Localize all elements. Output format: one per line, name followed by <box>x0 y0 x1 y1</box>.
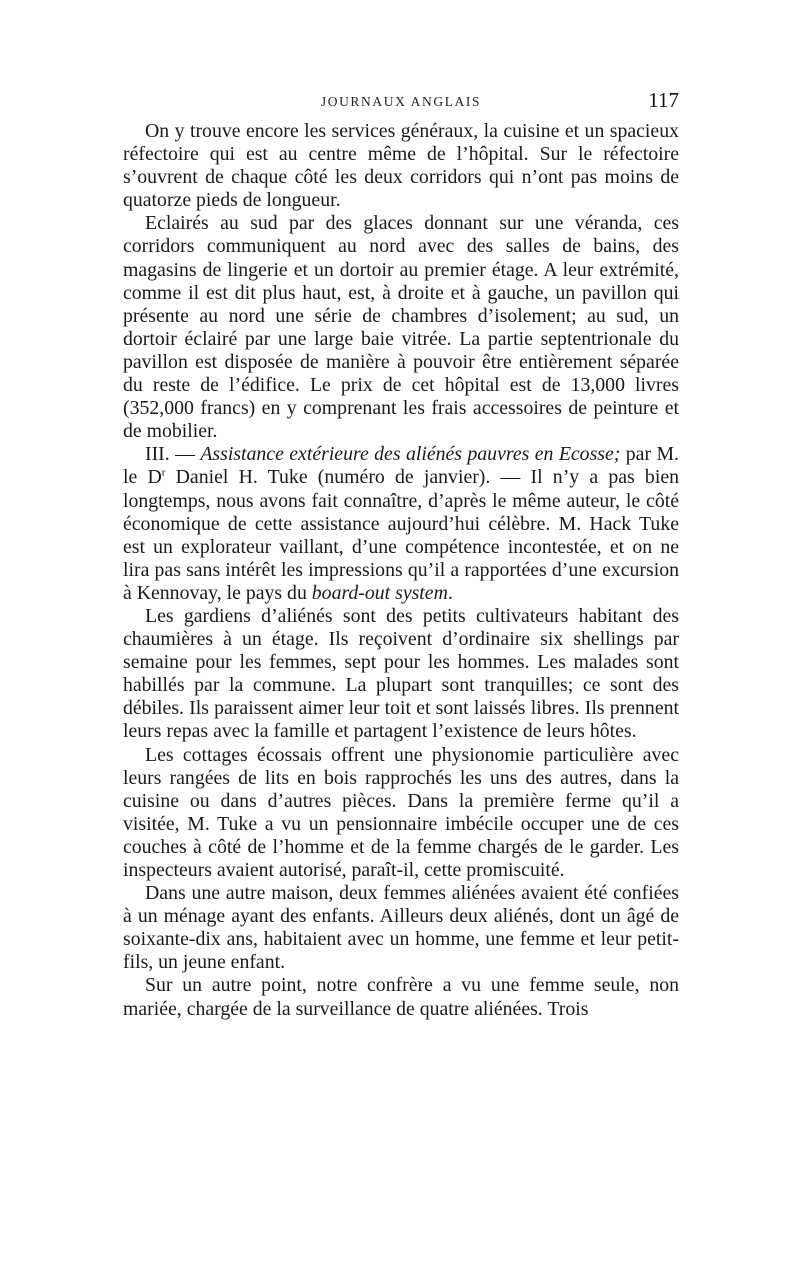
body-text <box>123 120 679 1021</box>
paragraph-corridors: Eclairés au sud par des glaces donnant sur une véranda, ces corridors communiquent au nord avec des salles de bains, des magasins de lingerie et un dortoir au premier étage. A leur extrémité, comme il est dit plus haut, est, à droite et à gauche, un pavillon qui présente au nord une série de chambres d’isolement; au sud, un dortoir éclairé par une large baie vitrée. La partie septentrionale du pavillon est disposée de manière à pouvoir être entièrement séparée du reste de l’édifice. Le prix de cet hôpital est de 13,000 livres (352,000 francs) en y comprenant les frais accessoires de peinture et de mobilier. <box>123 212 679 443</box>
running-head <box>123 88 679 120</box>
section-author-text: par M. le D <box>123 443 679 489</box>
section-numeral: III. — <box>145 443 201 466</box>
paragraph-services: On y trouve encore les services généraux, la cuisine et un spacieux réfectoire qui est au centre même de l’hôpital. Sur le réfectoire s’ouvrent de chaque côté les deux corridors qui n’ont pas moins de quatorze pieds de longueur. <box>123 120 679 212</box>
paragraph-autre-maison: Dans une autre maison, deux femmes aliénées avaient été confiées à un ménage ayant des enfants. Ailleurs deux aliénés, dont un âgé de soixante-dix ans, habitaient avec un homme, une femme et leur petit-fils, un jeune enfant. <box>123 882 679 974</box>
section-body-text: Daniel H. Tuke (numéro de janvier). — Il n’y a pas bien longtemps, nous avons fait connaître, d’après le même auteur, le côté économique de cette assistance aujourd’hui célèbre. M. Hack Tuke est un explorateur vaillant, d’une compétence incontestée, et on ne lira pas sans intérêt les impressions qu’il a rapportées d’une excursion à Kennovay, le pays du <box>123 466 679 604</box>
paragraph-section-iii <box>123 443 679 605</box>
paragraph-cottages: Les cottages écossais offrent une physionomie particulière avec leurs rangées de lits en bois rapprochés les uns des autres, dans la cuisine ou dans d’autres pièces. Dans la première ferme qu’il a visitée, M. Tuke a vu un pensionnaire imbécile occuper une de ces couches à côté de l’homme et de la femme chargés de le garder. Les inspecteurs avaient autorisé, paraît-il, cette promiscuité. <box>123 743 679 881</box>
page-number: 117 <box>648 88 679 112</box>
book-page <box>123 88 679 1021</box>
paragraph-autre-point: Sur un autre point, notre confrère a vu une femme seule, non mariée, chargée de la surveillance de quatre aliénées. Trois <box>123 974 679 1020</box>
section-end-punct: . <box>447 581 453 604</box>
doctor-superscript: r <box>161 466 166 479</box>
section-title: Assistance extérieure des aliénés pauvres en Ecosse; <box>200 443 621 466</box>
board-out-system-term: board-out system <box>311 581 448 604</box>
running-title: JOURNAUX ANGLAIS <box>320 94 482 109</box>
paragraph-gardiens: Les gardiens d’aliénés sont des petits cultivateurs habitant des chaumières à un étage. Ils reçoivent d’ordinaire six shellings par semaine pour les femmes, sept pour les hommes. Les malades sont habillés par la commune. La plupart sont tranquilles; ce sont des débiles. Ils paraissent aimer leur toit et sont laissés libres. Ils prennent leurs repas avec la famille et partagent l’existence de leurs hôtes. <box>123 604 679 743</box>
